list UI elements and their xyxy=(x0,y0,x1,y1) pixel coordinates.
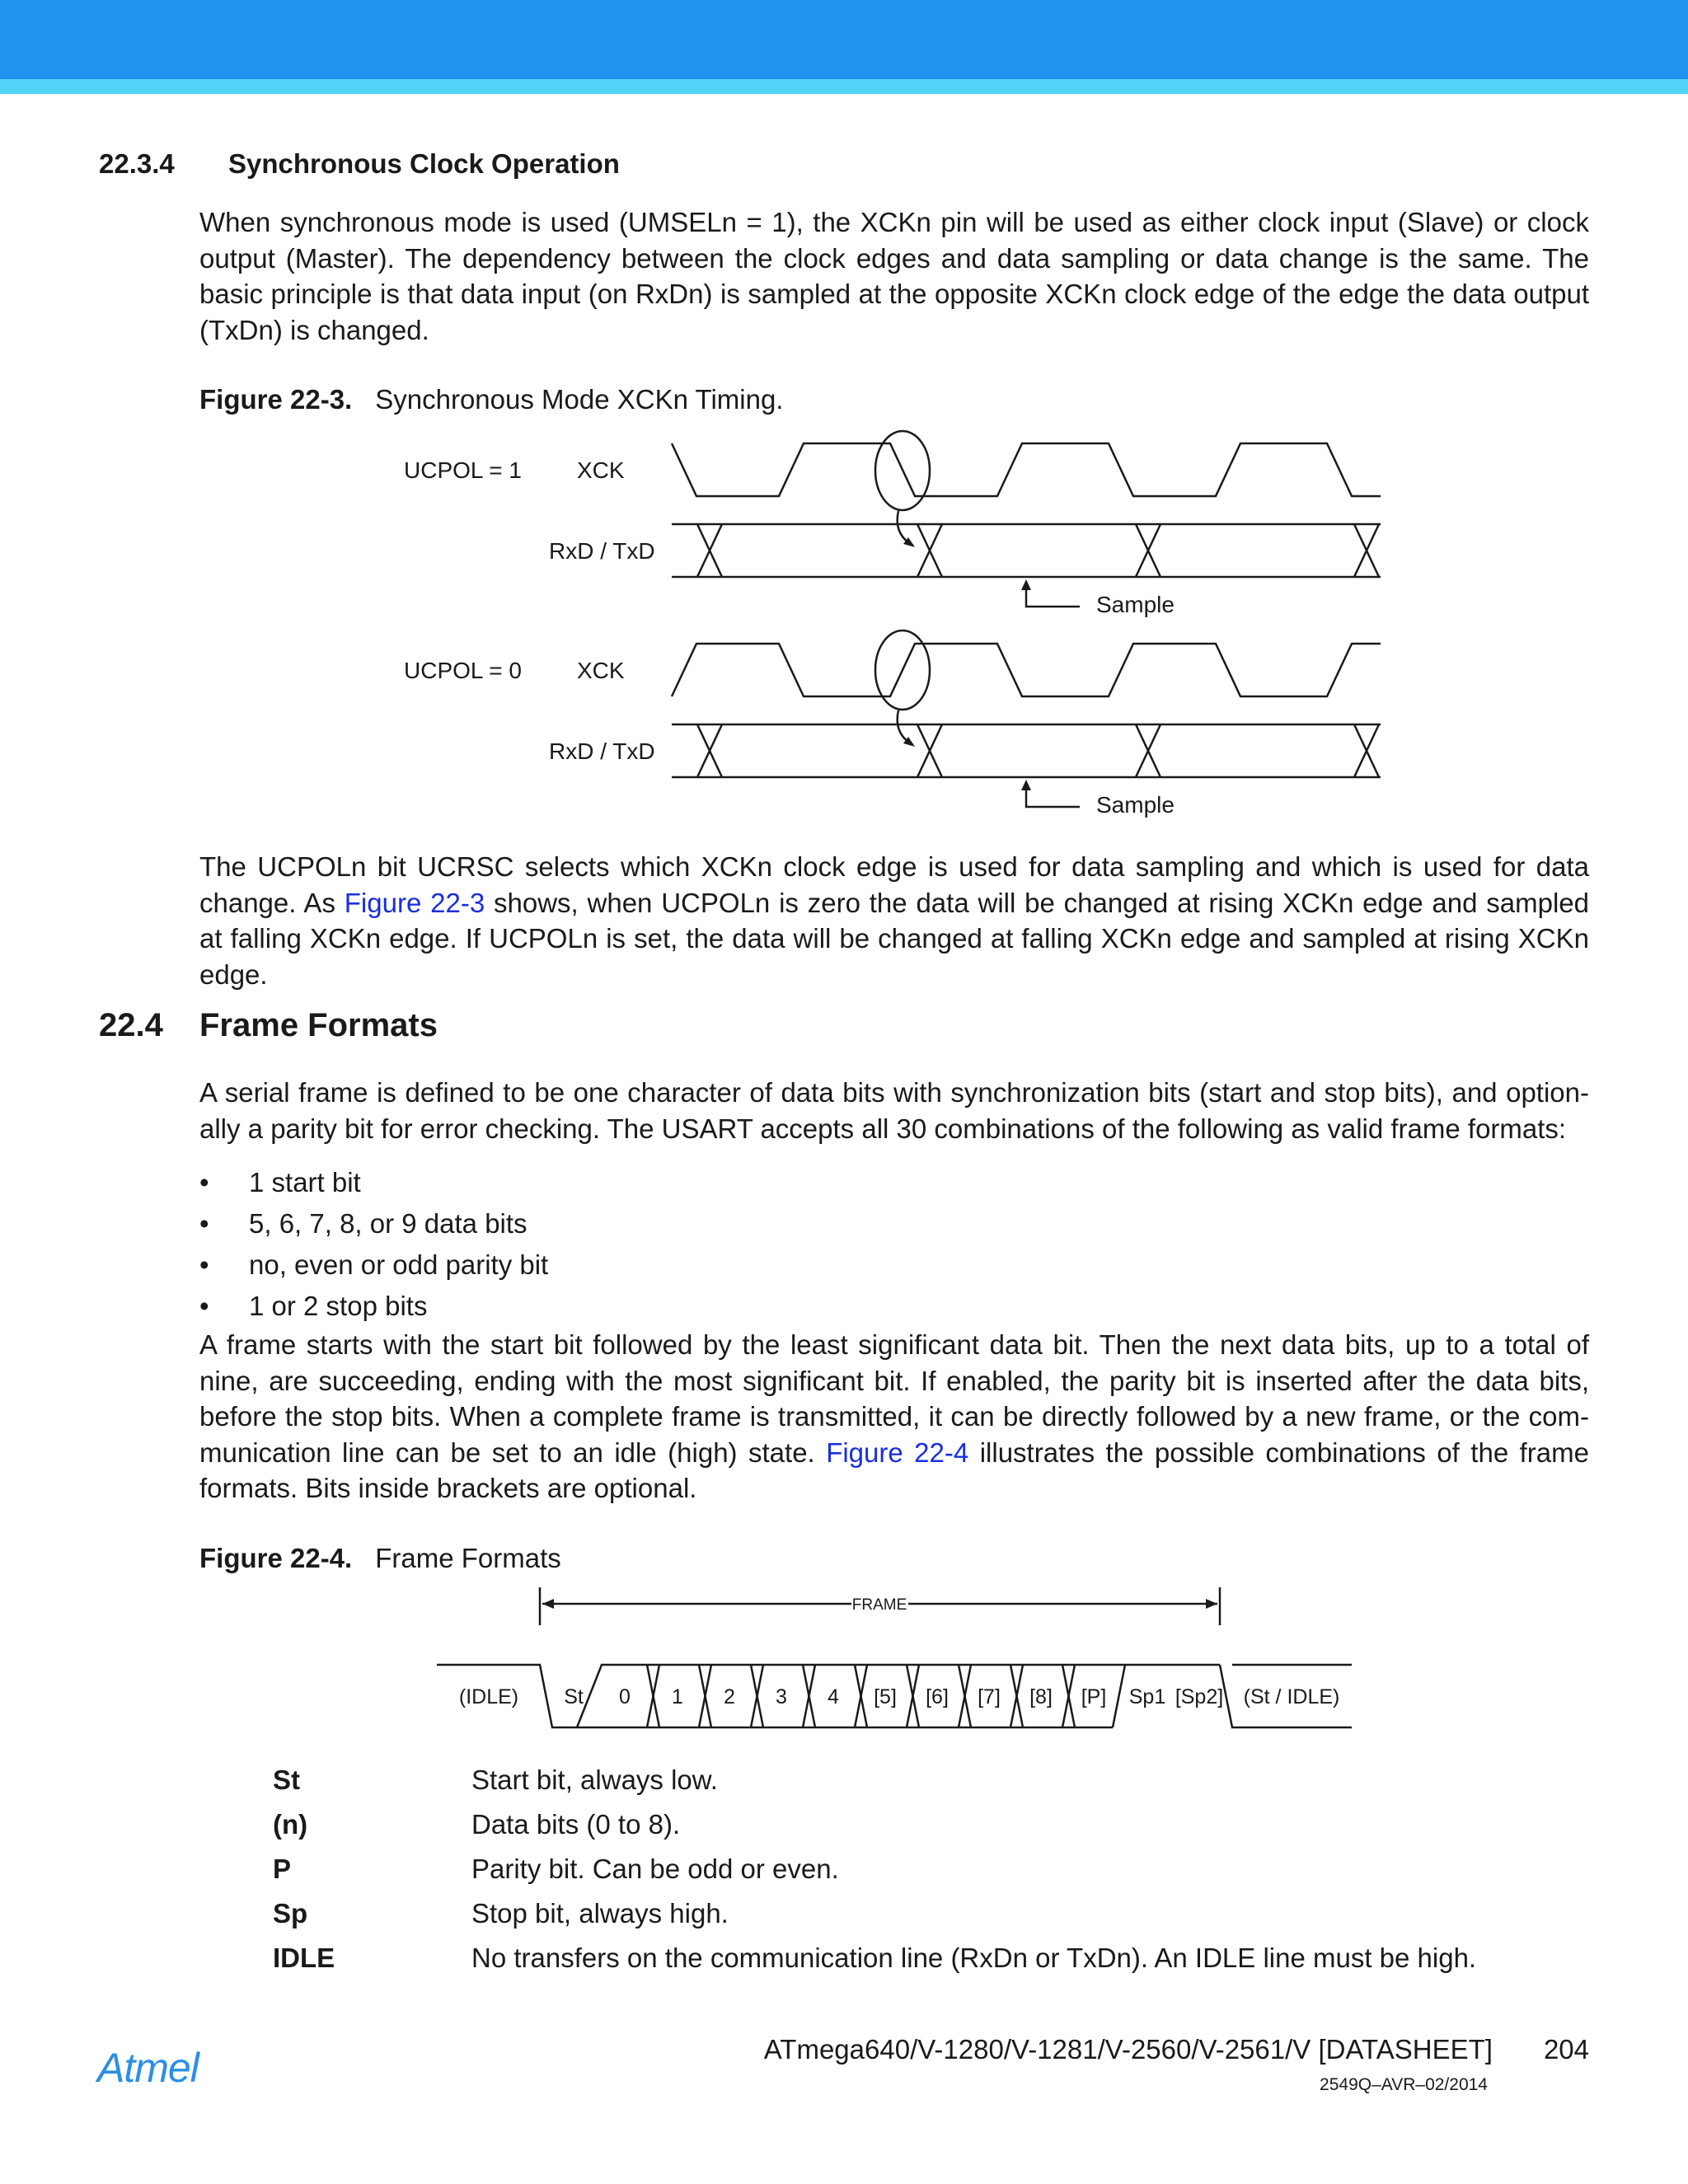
frame-cell-bit0: 0 xyxy=(619,1685,631,1708)
subsection-title: Synchronous Clock Operation xyxy=(228,148,620,179)
bit-boundaries xyxy=(647,1665,1075,1727)
xck-label: XCK xyxy=(577,457,625,483)
text-run: illustrates the possible combinations of the frame formats. Bits inside brackets are optional. xyxy=(199,1436,1589,1503)
page-number: 204 xyxy=(1543,2034,1589,2064)
data-waveform-ucpol0 xyxy=(672,724,1381,777)
footer-doc-id: 2549Q–AVR–02/2014 xyxy=(1320,2075,1488,2094)
definition-term: St xyxy=(273,1765,300,1795)
arrowhead xyxy=(1206,1599,1217,1609)
frame-cell-start: St xyxy=(564,1685,584,1708)
sync-clock-paragraph: When synchronous mode is used (UMSELn = 1), the XCKn pin will be used as either clock input (Slave) or clock output (Master). The dependency between the clock edges and data sampling or data change is the same. The basic principle is that data input (on RxDn) is sampled at the opposite XCKn clock edge of the edge the data output (TxDn) is changed. xyxy=(199,207,1589,345)
frame-cell-idle: (IDLE) xyxy=(458,1685,519,1708)
xck-waveform-ucpol1 xyxy=(672,443,1381,496)
bullet-icon: • xyxy=(199,1291,209,1321)
ucpol0-label: UCPOL = 0 xyxy=(404,658,522,683)
sample-marker xyxy=(1026,785,1080,807)
figure-22-3-link[interactable]: Figure 22-3 xyxy=(344,887,485,918)
figure-title: Synchronous Mode XCKn Timing. xyxy=(375,384,784,415)
doc-title: ATmega640/V-1280/V-1281/V-2560/V-2561/V [DATASHEET] xyxy=(763,2034,1493,2064)
xck-waveform-ucpol0 xyxy=(672,644,1381,696)
sample-label: Sample xyxy=(1096,592,1175,617)
frame-cell-bit1: 1 xyxy=(672,1685,683,1708)
definition-desc: Stop bit, always high. xyxy=(471,1898,729,1929)
frame-cell-stop1: Sp1 xyxy=(1128,1685,1166,1708)
definition-desc: Start bit, always low. xyxy=(471,1765,718,1795)
list-item-text: 1 or 2 stop bits xyxy=(249,1291,428,1321)
subsection-number: 22.3.4 xyxy=(99,148,175,179)
definition-term: IDLE xyxy=(273,1943,335,1973)
section-number: 22.4 xyxy=(99,1007,163,1043)
definition-desc: No transfers on the communication line (RxDn or TxDn). An IDLE line must be high. xyxy=(471,1943,1477,1973)
ucpol-paragraph xyxy=(199,849,1589,992)
arrowhead xyxy=(1021,780,1031,790)
data-waveform-ucpol1 xyxy=(672,524,1381,577)
definition-desc: Parity bit. Can be odd or even. xyxy=(471,1854,839,1884)
list-item xyxy=(199,1203,548,1244)
frame-cell-bit3: 3 xyxy=(776,1685,787,1708)
frame-description-paragraph xyxy=(199,1327,1589,1507)
frame-format-diagram xyxy=(0,1566,1688,1747)
list-item xyxy=(199,1162,548,1203)
definition-term: Sp xyxy=(273,1898,308,1929)
frame-cell-bit4: 4 xyxy=(828,1685,839,1708)
frame-cell-bit6: [6] xyxy=(926,1685,949,1708)
arrowhead xyxy=(1021,579,1031,590)
rxd-txd-label: RxD / TxD xyxy=(549,538,655,564)
list-item xyxy=(199,1244,548,1286)
frame-label: FRAME xyxy=(851,1596,907,1614)
figure-label: Figure 22-3. xyxy=(199,384,353,415)
arrowhead xyxy=(542,1599,554,1609)
change-arrow xyxy=(898,511,913,546)
frame-cell-bit8: [8] xyxy=(1029,1685,1053,1708)
text-run: A frame starts with the start bit followed by the least significant data bit. Then the next data bits, up to a total of nine, are succeeding, ending with the most significant bit. If enabled, the parity bit is inserted after the data bits, before the stop bits. When a complete frame is transmitted, it can be directly followed by a new frame, or the com-munication line can be set to an idle (high) state. xyxy=(199,1329,1589,1468)
change-arrow xyxy=(898,710,913,745)
atmel-logo: Atmel xyxy=(97,2045,199,2091)
frame-cell-parity: [P] xyxy=(1081,1685,1107,1708)
bullet-icon: • xyxy=(199,1208,209,1239)
frame-intro-paragraph: A serial frame is defined to be one character of data bits with synchronization bits (start and stop bits), and option-ally a parity bit for error checking. The USART accepts all 30 combinations of the following as valid frame formats: xyxy=(199,1077,1589,1144)
footer-doc-title xyxy=(764,2034,1589,2065)
frame-cell-bit2: 2 xyxy=(724,1685,735,1708)
figure-22-4-link[interactable]: Figure 22-4 xyxy=(826,1436,969,1468)
frame-cell-bit5: [5] xyxy=(874,1685,897,1708)
list-item-text: 1 start bit xyxy=(249,1167,361,1197)
text-run: shows, when UCPOLn is zero the data will be changed at rising XCKn edge and sampled at falling XCKn edge. If UCPOLn is set, the data will be changed at falling XCKn edge and sampled at rising XCKn edge. xyxy=(199,887,1589,990)
sample-label: Sample xyxy=(1096,792,1175,818)
sync-timing-diagram xyxy=(0,0,1688,841)
definition-desc: Data bits (0 to 8). xyxy=(471,1809,681,1840)
sample-marker xyxy=(1026,585,1080,607)
frame-cell-next: (St / IDLE) xyxy=(1243,1685,1340,1708)
list-item xyxy=(199,1286,548,1327)
frame-cell-bit7: [7] xyxy=(978,1685,1001,1708)
ucpol1-label: UCPOL = 1 xyxy=(404,457,522,483)
rxd-txd-label: RxD / TxD xyxy=(549,738,655,764)
frame-format-list xyxy=(199,1162,548,1327)
figure-label: Figure 22-4. xyxy=(199,1543,353,1573)
frame-cell-stop2: [Sp2] xyxy=(1175,1685,1224,1708)
xck-label: XCK xyxy=(577,658,625,683)
text-run: The UCPOLn bit UCRSC selects which XCKn clock edge is used for data sampling and which is used for data change. As xyxy=(199,851,1589,918)
section-title: Frame Formats xyxy=(199,1007,438,1043)
definition-term: (n) xyxy=(273,1809,308,1840)
bullet-icon: • xyxy=(199,1249,209,1280)
bullet-icon: • xyxy=(199,1167,209,1197)
figure-title: Frame Formats xyxy=(375,1543,561,1573)
definition-term: P xyxy=(273,1854,292,1884)
list-item-text: 5, 6, 7, 8, or 9 data bits xyxy=(249,1208,528,1239)
list-item-text: no, even or odd parity bit xyxy=(249,1249,549,1280)
